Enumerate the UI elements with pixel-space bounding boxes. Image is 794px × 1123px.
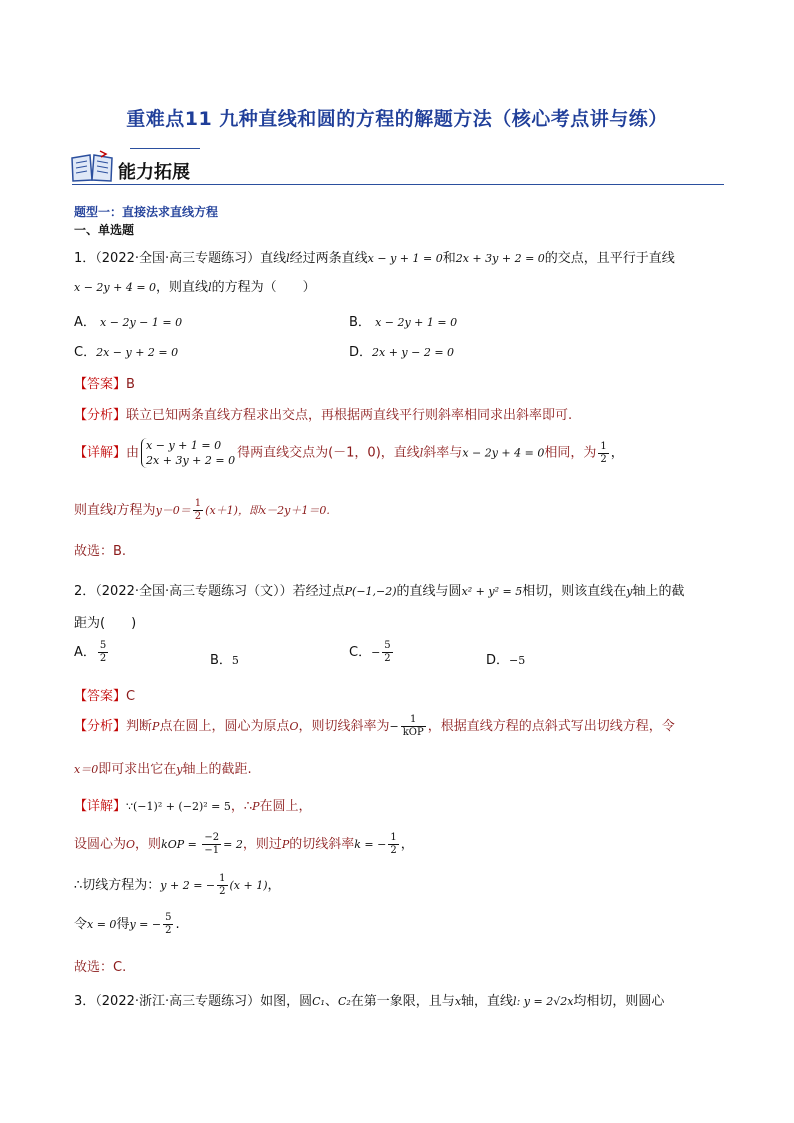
q2-answer: 【答案】C bbox=[74, 689, 136, 704]
header-rule bbox=[72, 184, 724, 185]
q2-detail-line2: 设圆心为O，则kOP = $\frac{-2}{-1}$ = 2，则过P的切线斜率k = − $\frac{1}{2}$ ， bbox=[74, 832, 414, 856]
fraction: $\frac{5}{2}$ bbox=[384, 640, 391, 664]
q1-answer: 【答案】B bbox=[74, 377, 135, 392]
q2-option-c[interactable]: C．− $\frac{5}{2}$ bbox=[349, 640, 391, 664]
fraction: $\frac{5}{2}$ bbox=[165, 912, 172, 936]
equation-system: x − y + 1 = 0 2x + 3y + 2 = 0 bbox=[141, 438, 235, 468]
q2-option-a[interactable]: A． $\frac{5}{2}$ bbox=[74, 640, 107, 664]
q1-option-a[interactable]: A． x − 2y − 1 = 0 bbox=[74, 315, 183, 330]
fraction: $\frac{-2}{-1}$ bbox=[204, 832, 220, 856]
header-top-rule bbox=[130, 148, 200, 149]
section-heading: 一、单选题 bbox=[74, 223, 135, 237]
q1-line2: x − 2y + 4 = 0，则直线l的方程为（ ） bbox=[74, 280, 316, 295]
fraction: $\frac{1}{2}$ bbox=[390, 832, 397, 856]
fraction: $\frac{1}{\text{kOP}}$ bbox=[402, 714, 424, 738]
q1-detail-line1: 【详解】由 x − y + 1 = 0 2x + 3y + 2 = 0 得两直线交点为(－1，0)，直线l斜率与x − 2y + 4 = 0相同，为 $\frac{1}{2}$ ， bbox=[74, 439, 624, 467]
page-title: 重难点11 九种直线和圆的方程的解题方法（核心考点讲与练） bbox=[126, 108, 668, 130]
q2-option-d[interactable]: D．−5 bbox=[486, 653, 526, 668]
q2-detail-line4: 令x = 0得y = − $\frac{5}{2}$ . bbox=[74, 912, 180, 936]
q2-option-b[interactable]: B．5 bbox=[210, 653, 239, 668]
q2-line2: 距为( ) bbox=[74, 616, 137, 631]
q1-option-d[interactable]: D．2x + y − 2 = 0 bbox=[349, 345, 455, 360]
q2-analysis-line2: x＝0即可求出它在y轴上的截距. bbox=[74, 762, 252, 777]
q1-conclusion: 故选：B. bbox=[74, 544, 127, 559]
fraction: $\frac{5}{2}$ bbox=[99, 640, 107, 664]
q2-analysis-line1: 【分析】判断P点在圆上，圆心为原点O，则切线斜率为− $\frac{1}{\text{kOP}}$ ，根据直线方程的点斜式写出切线方程，令 bbox=[74, 714, 675, 738]
q1-option-c[interactable]: C．2x − y + 2 = 0 bbox=[74, 345, 179, 360]
section-header-label: 能力拓展 bbox=[118, 162, 190, 183]
q1-option-b[interactable]: B． x − 2y + 1 = 0 bbox=[349, 315, 458, 330]
q2-line1: 2．（2022·全国·高三专题练习（文））若经过点P(−1,−2)的直线与圆x² + y² = 5相切，则该直线在y轴上的截 bbox=[74, 584, 685, 599]
q3-line1: 3．（2022·浙江·高三专题练习）如图，圆C₁、C₂在第一象限，且与x轴，直线l: y = 2√2x均相切，则圆心 bbox=[74, 994, 665, 1009]
q1-detail-line2: 则直线l方程为y－0＝ $\frac{1}{2}$ (x＋1)，即x－2y＋1＝0. bbox=[74, 498, 330, 522]
fraction: $\frac{1}{2}$ bbox=[600, 440, 607, 465]
q2-detail-line3: ∴切线方程为：y + 2 = − $\frac{1}{2}$ (x + 1)， bbox=[74, 873, 281, 897]
q1-analysis: 【分析】联立已知两条直线方程求出交点，再根据两直线平行则斜率相同求出斜率即可. bbox=[74, 408, 573, 423]
question-type-heading: 题型一：直接法求直线方程 bbox=[74, 205, 219, 219]
fraction: $\frac{1}{2}$ bbox=[194, 498, 202, 522]
q1-line1: 1．（2022·全国·高三专题练习）直线l经过两条直线x − y + 1 = 0和2x + 3y + 2 = 0的交点，且平行于直线 bbox=[74, 251, 675, 266]
q2-conclusion: 故选：C. bbox=[74, 960, 127, 975]
book-icon bbox=[70, 150, 114, 188]
q2-detail-line1: 【详解】∵(−1)² + (−2)² = 5，∴P在圆上， bbox=[74, 799, 312, 814]
fraction: $\frac{1}{2}$ bbox=[219, 873, 226, 897]
